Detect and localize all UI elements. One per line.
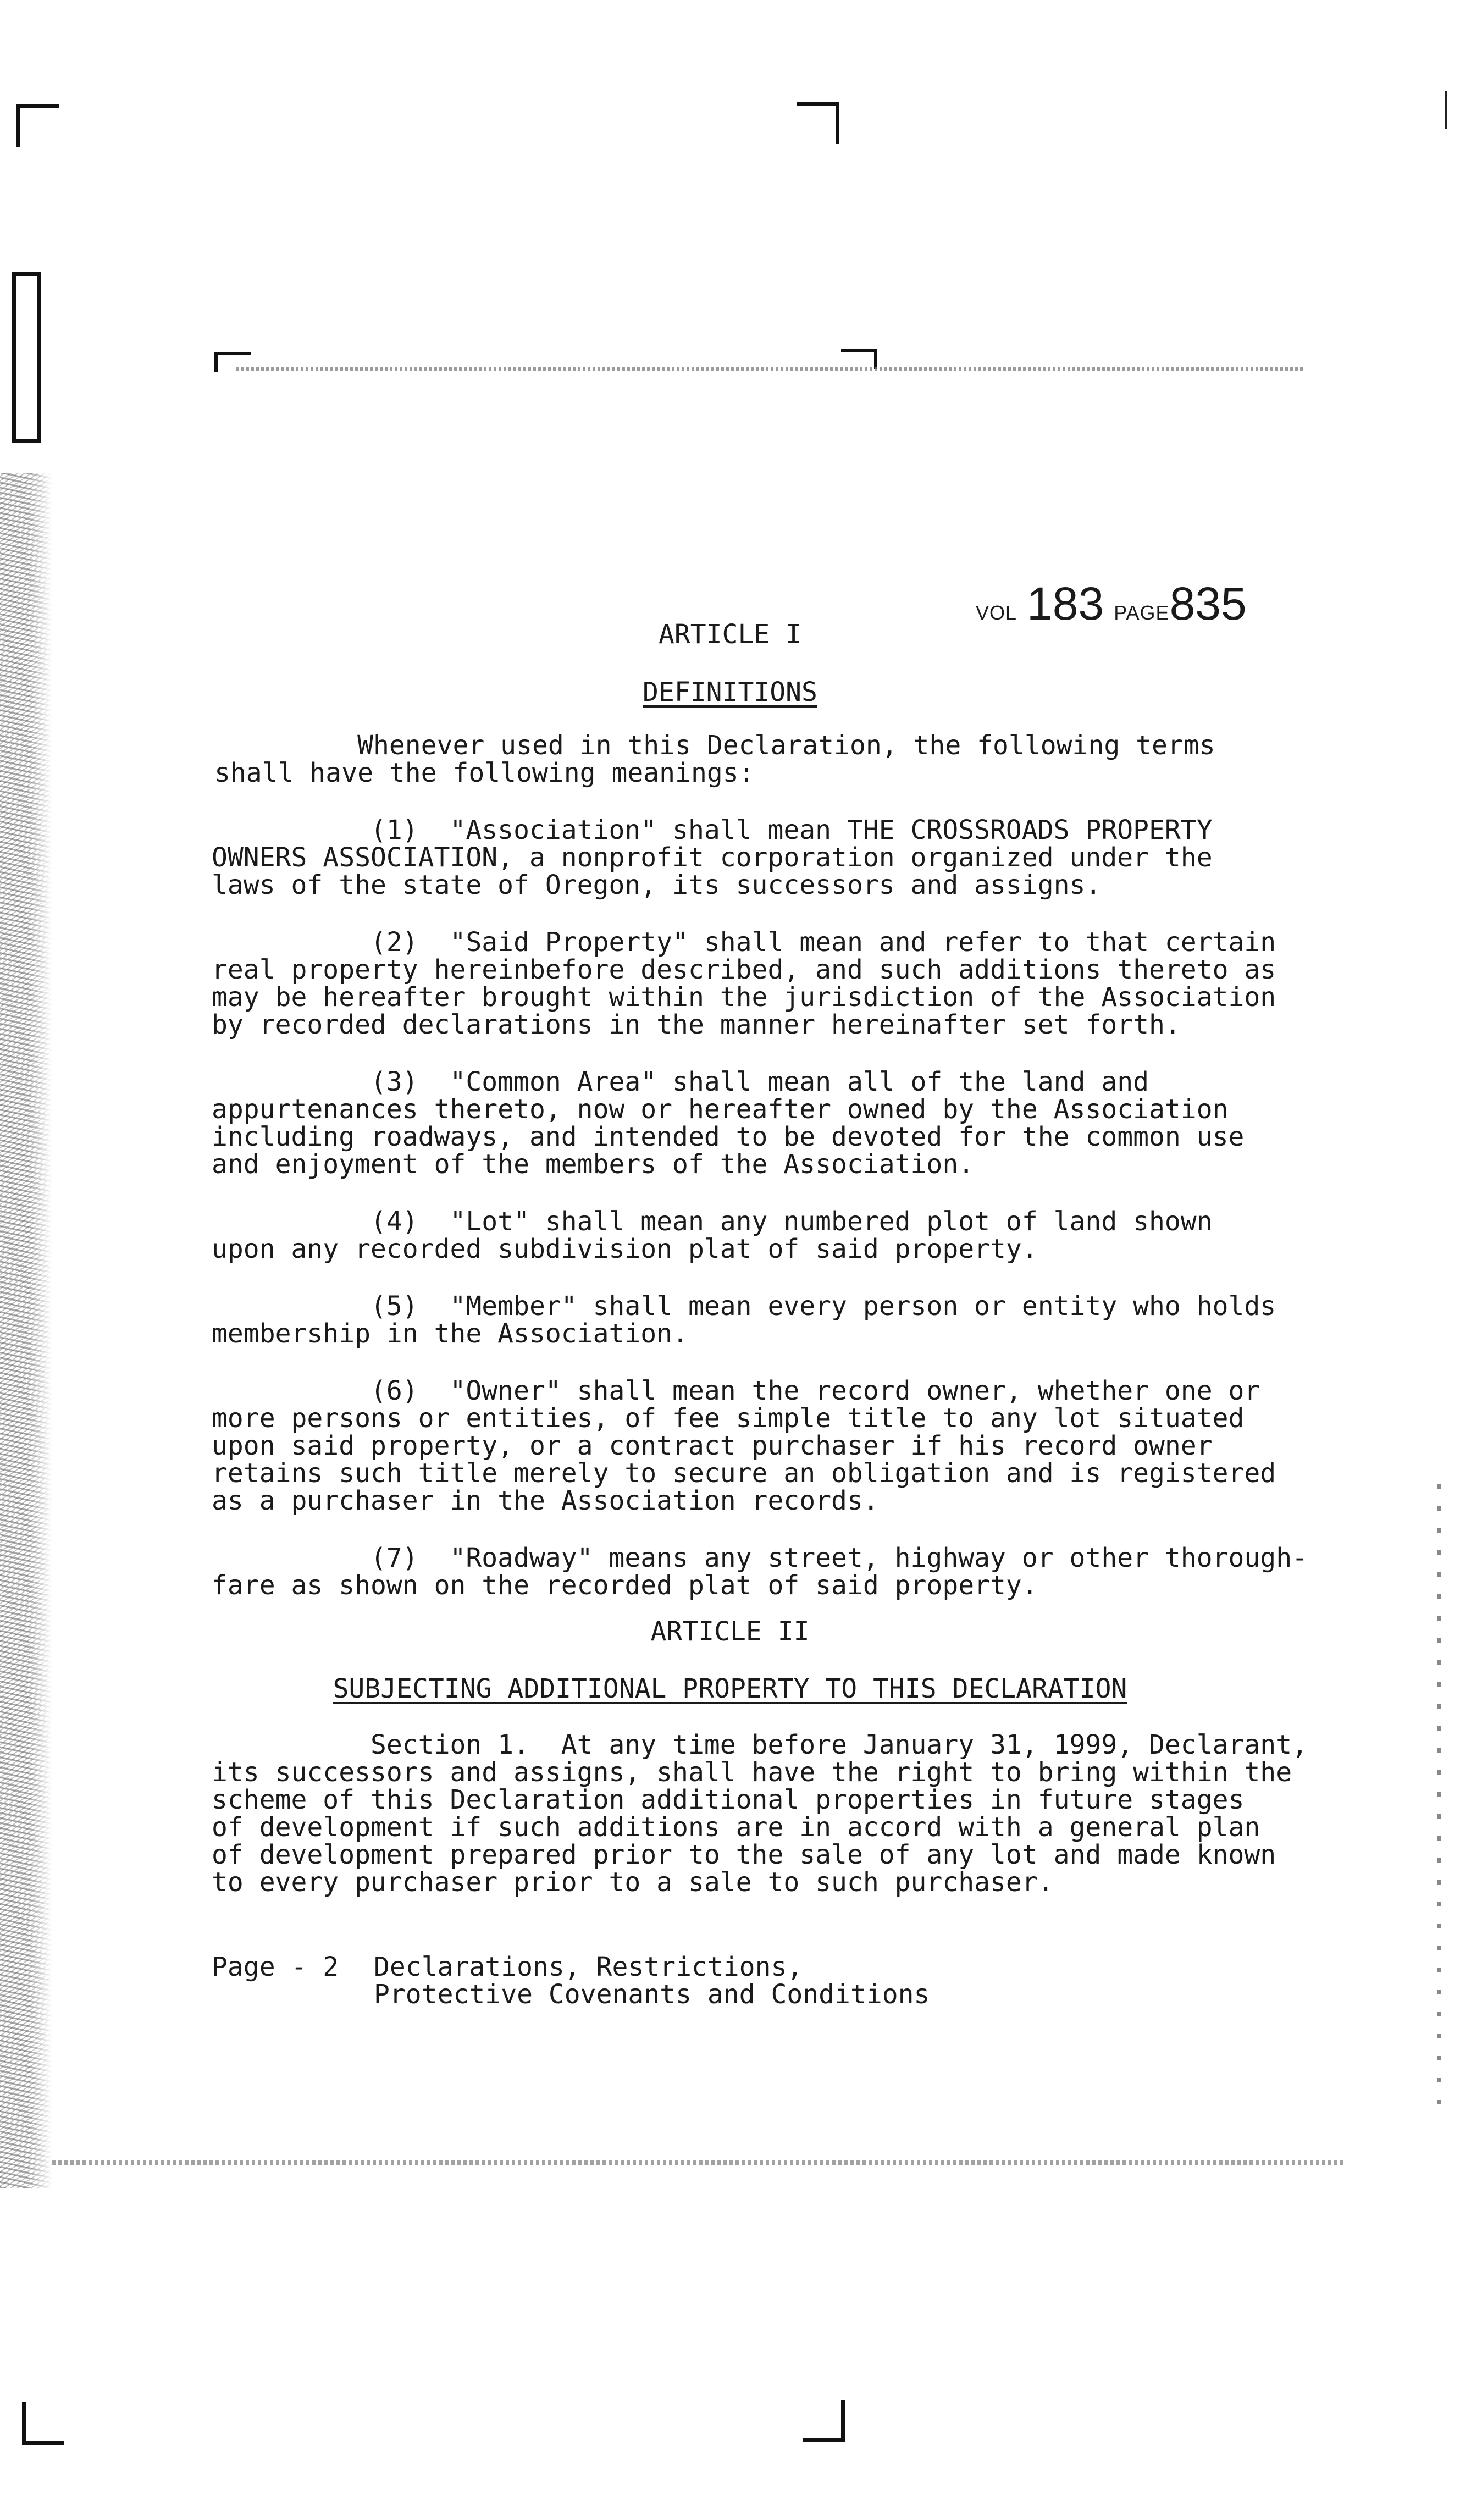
- vol-label: VOL: [976, 601, 1017, 624]
- definition-4-line: (4) "Lot" shall mean any numbered plot of land shown: [212, 1206, 1213, 1237]
- definition-5-line: (5) "Member" shall mean every person or entity who holds: [212, 1291, 1276, 1322]
- definition-3-line: and enjoyment of the members of the Association.: [212, 1149, 975, 1180]
- definition-2-line: by recorded declarations in the manner hereinafter set forth.: [212, 1009, 1181, 1040]
- definition-3-line: appurtenances thereto, now or hereafter owned by the Association: [212, 1094, 1229, 1125]
- definition-6-line: retains such title merely to secure an obligation and is registered: [212, 1458, 1276, 1489]
- article-2-heading: ARTICLE II: [650, 1616, 810, 1647]
- definition-7-line: fare as shown on the recorded plat of said property.: [212, 1570, 1038, 1601]
- section-1-line: Section 1. At any time before January 31, 1999, Declarant,: [212, 1729, 1308, 1760]
- section-1-line: scheme of this Declaration additional properties in future stages: [212, 1784, 1245, 1815]
- definition-6-line: more persons or entities, of fee simple title to any lot situated: [212, 1403, 1245, 1434]
- vol-number: 183: [1027, 578, 1104, 629]
- section-1-line: of development prepared prior to the sale of any lot and made known: [212, 1839, 1276, 1870]
- definition-6-line: upon said property, or a contract purchaser if his record owner: [212, 1430, 1213, 1461]
- definition-2-line: may be hereafter brought within the jurisdiction of the Association: [212, 982, 1276, 1013]
- section-1-line: its successors and assigns, shall have the right to bring within the: [212, 1757, 1292, 1788]
- definition-4-line: upon any recorded subdivision plat of said property.: [212, 1234, 1038, 1264]
- definition-1-line: (1) "Association" shall mean THE CROSSROADS PROPERTY: [212, 815, 1213, 845]
- scan-tick-right: [1445, 91, 1447, 129]
- definition-6-line: (6) "Owner" shall mean the record owner, whether one or: [212, 1375, 1260, 1406]
- section-1-line: to every purchaser prior to a sale to such purchaser.: [212, 1867, 1054, 1898]
- scan-rule-bottom: [52, 2160, 1344, 2165]
- footer-line-2: Protective Covenants and Conditions: [374, 1979, 930, 2010]
- intro-line: shall have the following meanings:: [214, 758, 755, 788]
- crop-mark-top-right: [797, 102, 839, 144]
- definition-5-line: membership in the Association.: [212, 1318, 688, 1349]
- article-1-heading: ARTICLE I: [658, 619, 802, 650]
- section-1-line: of development if such additions are in accord with a general plan: [212, 1812, 1260, 1843]
- crop-mark-inner-right: [841, 349, 877, 369]
- crop-mark-bottom-right: [803, 2400, 845, 2442]
- page-label: PAGE: [1114, 601, 1170, 624]
- binding-bar: [12, 272, 41, 443]
- definition-2-line: real property hereinbefore described, and such additions thereto as: [212, 954, 1276, 985]
- article-2-title-text: SUBJECTING ADDITIONAL PROPERTY TO THIS DECLARATION: [333, 1673, 1127, 1704]
- scan-edge-marks-right: [1437, 1484, 1441, 2116]
- definition-1-line: OWNERS ASSOCIATION, a nonprofit corporation organized under the: [212, 842, 1213, 873]
- article-1-title: [0, 677, 1460, 708]
- definition-2-line: (2) "Said Property" shall mean and refer to that certain: [212, 927, 1276, 958]
- article-2-title: [0, 1673, 1460, 1704]
- definition-3-line: (3) "Common Area" shall mean all of the land and: [212, 1066, 1149, 1097]
- intro-line: Whenever used in this Declaration, the following terms: [214, 730, 1215, 761]
- definition-3-line: including roadways, and intended to be devoted for the common use: [212, 1121, 1245, 1152]
- crop-mark-bottom-left: [22, 2402, 64, 2445]
- page-number: 835: [1169, 578, 1247, 629]
- article-1-title-text: DEFINITIONS: [643, 677, 817, 708]
- crop-mark-top-left: [16, 104, 59, 147]
- footer-line-1: Declarations, Restrictions,: [374, 1952, 803, 1982]
- definition-1-line: laws of the state of Oregon, its successors and assigns.: [212, 870, 1102, 900]
- scan-rule-top: [236, 367, 1303, 371]
- definition-7-line: (7) "Roadway" means any street, highway or other thorough-: [212, 1543, 1308, 1573]
- footer-page-label: Page - 2: [212, 1952, 339, 1982]
- scan-edge-noise: [0, 473, 52, 2188]
- definition-6-line: as a purchaser in the Association records.: [212, 1485, 879, 1516]
